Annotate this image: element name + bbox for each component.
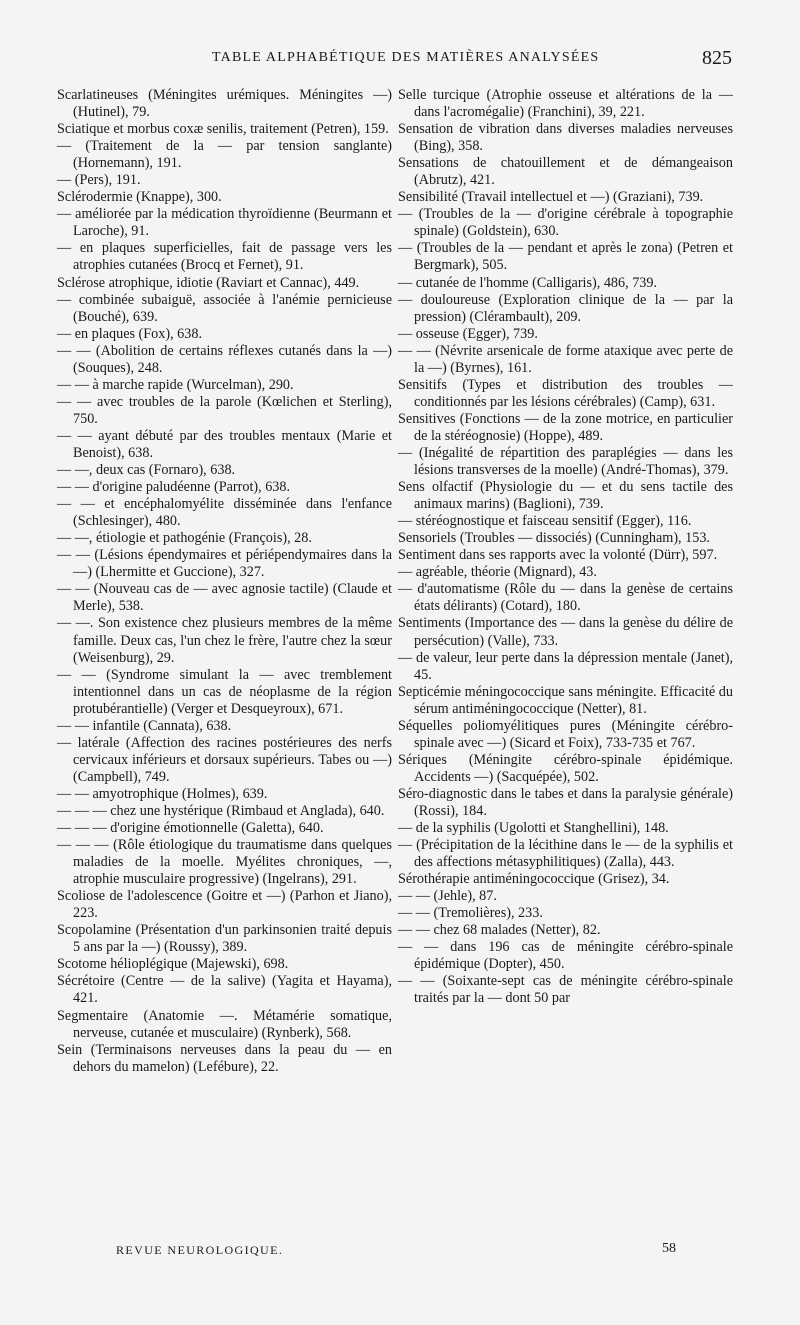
index-entry: Sécrétoire (Centre — de la salive) (Yagita et Hayama), 421. (57, 973, 392, 1007)
index-entry: — — — chez une hystérique (Rimbaud et Anglada), 640. (57, 802, 385, 819)
journal-name: REVUE NEUROLOGIQUE. (116, 1243, 284, 1257)
index-entry: Sclérodermie (Knappe), 300. (57, 189, 222, 206)
index-entry: — — ayant débuté par des troubles mentaux (Marie et Benoist), 638. (57, 427, 392, 461)
index-entry: — — et encéphalomyélite disséminée dans l'enfance (Schlesinger), 480. (57, 496, 392, 530)
index-entry: — douloureuse (Exploration clinique de la — par la pression) (Clérambault), 209. (398, 291, 733, 325)
index-entry: — — dans 196 cas de méningite cérébro-spinale épidémique (Dopter), 450. (398, 939, 733, 973)
index-entry: — (Traitement de la — par tension sanglante) (Hornemann), 191. (57, 138, 392, 172)
page-footer (0, 1243, 800, 1263)
index-entry: Sérothérapie antiméningococcique (Grisez), 34. (398, 871, 670, 888)
index-entry: Sensitives (Fonctions — de la zone motrice, en particulier de la stéréognosie) (Hoppe), 489. (398, 410, 733, 444)
index-entry: — (Troubles de la — pendant et après le zona) (Petren et Bergmark), 505. (398, 240, 733, 274)
index-entry: Sensations de chatouillement et de démangeaison (Abrutz), 421. (398, 155, 733, 189)
index-entry: Selle turcique (Atrophie osseuse et altérations de la — dans l'acromégalie) (Franchini), 39, 221. (398, 87, 733, 121)
index-entry: — — avec troubles de la parole (Kœlichen et Sterling), 750. (57, 393, 392, 427)
index-entry: — osseuse (Egger), 739. (398, 325, 538, 342)
index-entry: Sensoriels (Troubles — dissociés) (Cunningham), 153. (398, 530, 710, 547)
index-entry: — améliorée par la médication thyroïdienne (Beurmann et Laroche), 91. (57, 206, 392, 240)
index-entry: Sensation de vibration dans diverses maladies nerveuses (Bing), 358. (398, 121, 733, 155)
index-entry: — de valeur, leur perte dans la dépression mentale (Janet), 45. (398, 649, 733, 683)
index-entry: Sentiments (Importance des — dans la genèse du délire de persécution) (Valle), 733. (398, 615, 733, 649)
index-entry: Segmentaire (Anatomie —. Métamérie somatique, nerveuse, cutanée et musculaire) (Rynberk), 568. (57, 1007, 392, 1041)
index-entry: — (Pers), 191. (57, 172, 141, 189)
index-entry: — de la syphilis (Ugolotti et Stanghellini), 148. (398, 820, 669, 837)
index-entry: — (Précipitation de la lécithine dans le — de la syphilis et des affections métasyphilitiques) (Zalla), 443. (398, 837, 733, 871)
left-index-column (57, 87, 392, 1076)
index-entry: Sens olfactif (Physiologie du — et du sens tactile des animaux marins) (Baglioni), 739. (398, 479, 733, 513)
index-entry: — — (Soixante-sept cas de méningite cérébro-spinale traités par la — dont 50 par (398, 973, 733, 1007)
index-entry: — — (Lésions épendymaires et périépendymaires dans la —) (Lhermitte et Guccione), 327. (57, 547, 392, 581)
index-entry: — (Inégalité de répartition des paraplégies — dans les lésions transverses de la moelle) (André-Thomas), 379. (398, 444, 733, 479)
index-entry: — — (Tremolières), 233. (398, 905, 543, 922)
index-entry: — — — d'origine émotionnelle (Galetta), 640. (57, 820, 324, 837)
index-entry: — — (Névrite arsenicale de forme ataxique avec perte de la —) (Byrnes), 161. (398, 342, 733, 376)
index-entry: Sériques (Méningite cérébro-spinale épidémique. Accidents —) (Sacquépée), 502. (398, 751, 733, 785)
sheet-number: 58 (662, 1241, 676, 1256)
index-entry: — combinée subaiguë, associée à l'anémie pernicieuse (Bouché), 639. (57, 291, 392, 325)
index-entry: Sein (Terminaisons nerveuses dans la peau du — en dehors du mamelon) (Lefébure), 22. (57, 1041, 392, 1075)
index-entry: Sentiment dans ses rapports avec la volonté (Dürr), 597. (398, 547, 718, 564)
index-entry: — — (Jehle), 87. (398, 888, 497, 905)
index-entry: — —. Son existence chez plusieurs membres de la même famille. Deux cas, l'un chez le frère, l'autre chez la sœur (Weisenburg), 29. (57, 615, 392, 666)
index-entry: — — d'origine paludéenne (Parrot), 638. (57, 479, 291, 496)
index-entry: — — chez 68 malades (Netter), 82. (398, 922, 601, 939)
index-entry: — — infantile (Cannata), 638. (57, 717, 232, 734)
index-entry: Sensitifs (Types et distribution des troubles — conditionnés par les lésions cérébrales) (Camp), 631. (398, 376, 733, 410)
index-entry: — en plaques (Fox), 638. (57, 325, 203, 342)
index-entry: — —, deux cas (Fornaro), 638. (57, 462, 236, 479)
index-entry: Scopolamine (Présentation d'un parkinsonien traité depuis 5 ans par la —) (Roussy), 389. (57, 922, 392, 956)
index-entry: — d'automatisme (Rôle du — dans la genèse de certains états délirants) (Cotard), 180. (398, 581, 733, 615)
index-entry: Sclérose atrophique, idiotie (Raviart et Cannac), 449. (57, 274, 360, 291)
index-entry: — — (Abolition de certains réflexes cutanés dans la —) (Souques), 248. (57, 342, 392, 376)
index-entry: Septicémie méningococcique sans méningite. Efficacité du sérum antiméningococcique (Netter), 81. (398, 683, 733, 717)
index-entry: — — (Syndrome simulant la — avec tremblement intentionnel dans un cas de néoplasme de la région protubérantielle) (Verger et Desqueyroux), 671. (57, 666, 392, 717)
index-entry: Séro-diagnostic dans le tabes et dans la paralysie générale) (Rossi), 184. (398, 785, 733, 819)
index-entry: — stéréognostique et faisceau sensitif (Egger), 116. (398, 513, 692, 530)
index-entry: — — à marche rapide (Wurcelman), 290. (57, 376, 294, 393)
right-index-column (398, 87, 733, 1008)
index-entry: — — (Nouveau cas de — avec agnosie tactile) (Claude et Merle), 538. (57, 581, 392, 615)
index-entry: — (Troubles de la — d'origine cérébrale à topographie spinale) (Goldstein), 630. (398, 206, 733, 240)
index-entry: — cutanée de l'homme (Calligaris), 486, 739. (398, 274, 658, 291)
index-entry: Scoliose de l'adolescence (Goitre et —) (Parhon et Jiano), 223. (57, 888, 392, 922)
index-entry: — latérale (Affection des racines postérieures des nerfs cervicaux inférieurs et dorsaux supérieurs. Tabes ou —) (Campbell), 749. (57, 734, 392, 785)
index-entry: Sciatique et morbus coxæ senilis, traitement (Petren), 159. (57, 121, 389, 138)
index-entry: Séquelles poliomyélitiques pures (Méningite cérébro-spinale avec —) (Sicard et Foix), 733-735 et 767. (398, 717, 733, 751)
page-header (0, 47, 800, 74)
index-entry: — — amyotrophique (Holmes), 639. (57, 785, 268, 802)
index-entry: Scarlatineuses (Méningites urémiques. Méningites —) (Hutinel), 79. (57, 87, 392, 121)
index-entry: Sensibilité (Travail intellectuel et —) (Graziani), 739. (398, 189, 704, 206)
index-entry: Scotome hélioplégique (Majewski), 698. (57, 956, 289, 973)
page-number: 825 (702, 47, 732, 69)
index-entry: — agréable, théorie (Mignard), 43. (398, 564, 597, 581)
index-entry: — — — (Rôle étiologique du traumatisme dans quelques maladies de la moelle. Myélites chroniques, —, atrophie musculaire progressive) (Ingelrans), 291. (57, 837, 392, 888)
running-title: TABLE ALPHABÉTIQUE DES MATIÈRES ANALYSÉES (212, 50, 600, 65)
index-entry: — en plaques superficielles, fait de passage vers les atrophies cutanées (Brocq et Fernet), 91. (57, 240, 392, 274)
index-entry: — —, étiologie et pathogénie (François), 28. (57, 530, 312, 547)
